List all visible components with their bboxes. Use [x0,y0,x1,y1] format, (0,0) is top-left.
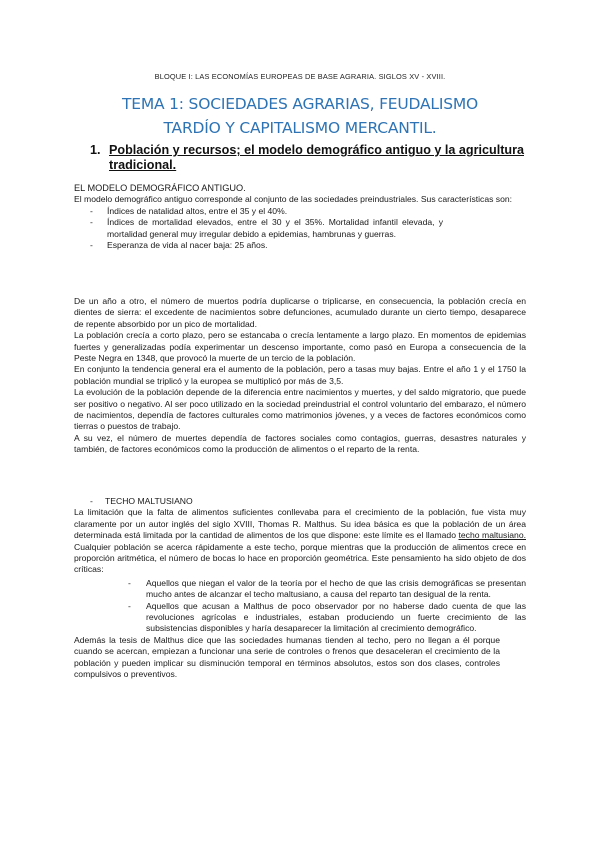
bullet-text: Índices de mortalidad elevados, entre el 30 y el 35%. Mortalidad infantil elevada, y mortalidad general muy irregular debido a epidemias, hambrunas y guerras. [107,217,443,239]
bullet-text: Índices de natalidad altos, entre el 35 y el 40%. [107,205,288,216]
section-title: Población y recursos; el modelo demográfico antiguo y la agricultura tradicional. [109,143,524,172]
modelo-section [74,183,526,251]
bullet-mark: - [90,217,93,228]
paragraph: En conjunto la tendencia general era el aumento de la población, pero a tasas muy bajas. Entre el año 1 y el 1750 la población mundial se triplicó y la europea se multiplicó por más de 3,5. [74,364,526,386]
list-item [74,578,526,601]
paragraph: La evolución de la población depende de la diferencia entre nacimientos y muertes, y del saldo migratorio, que puede ser positivo o negativo. Al ser poco utilizado en la sociedad preindustrial el control voluntario del embarazo, el número de nacimientos, dependía de factores culturales como matrimonios jóvenes, y a veces de factores económicos como tierras o puestos de trabajo. [74,387,526,432]
critica-text: Aquellos que niegan el valor de la teoría por el hecho de que las crisis demográficas se presentan mucho antes de alcanzar el techo maltusiano, a causa del reparto tan desigual de la renta. [146,577,526,600]
tema-title-line-2: TARDÍO Y CAPITALISMO MERCANTIL. [163,119,437,137]
section-number: 1. [90,143,101,157]
techo-heading [74,496,526,507]
list-item [74,601,526,635]
bullet-mark: - [90,496,93,506]
paragraph: De un año a otro, el número de muertos podría duplicarse o triplicarse, en consecuencia, la población crecía en dientes de sierra: el excedente de nacimientos sobre defunciones, acumulado durante un cierto tiempo, desaparece de repente absorbido por un pico de mortalidad. [74,296,526,329]
bullet-mark: - [128,577,131,588]
list-item [74,206,407,217]
critica-text: Aquellos que acusan a Malthus de poco observador por no haberse dado cuenta de que las revoluciones agrícolas e industriales, estaban produciendo un fuerte crecimiento de las subsistencias disponibles y haría desaparecer la limitación al crecimiento demográfico. [146,600,526,634]
section-heading [90,143,560,173]
paragraph: La población crecía a corto plazo, pero se estancaba o crecía lentamente a largo plazo. En momentos de epidemias fuertes y generalizadas podía experimentar un descenso importante, como pasó en Europa a consecuencia de la Peste Negra en 1348, que provocó la muerte de un tercio de la población. [74,330,526,364]
body-section [74,296,526,456]
techo-paragraph-2: Además la tesis de Malthus dice que las sociedades humanas tienden al techo, pero no llegan a él porque cuando se acercan, empiezan a funcionar una serie de controles o frenos que desaceleran el crecimiento de la población y pueden implicar su disminución temporal en términos absolutos, estos son dos clases, controles compulsivos o preventivos. [74,634,500,680]
techo-p1-before: La limitación que la falta de alimentos suficientes conllevaba para el crecimiento de la población, fue vista muy claramente por un autor inglés del siglo XVIII, Thomas R. Malthus. Su idea básica es que la población de un área determinada está limitada por la cantidad de alimentos de los que dispone: este límite es el llamado [74,507,526,541]
techo-section [74,496,526,681]
techo-paragraph-1 [74,507,526,575]
bloque-header: BLOQUE I: LAS ECONOMÍAS EUROPEAS DE BASE AGRARIA. SIGLOS XV - XVIII. [154,72,446,81]
paragraph: A su vez, el número de muertes dependía de factores sociales como contagios, guerras, desastres naturales y también, de factores económicos como la producción de alimentos o el reparto de la renta. [74,432,526,455]
modelo-intro: El modelo demográfico antiguo corresponde al conjunto de las sociedades preindustriales. Sus características son: [74,194,513,205]
techo-heading-text: TECHO MALTUSIANO [105,496,193,506]
list-item [74,217,443,240]
bullet-text: Esperanza de vida al nacer baja: 25 años. [107,240,268,251]
bullet-mark: - [128,600,131,611]
modelo-heading: EL MODELO DEMOGRÁFICO ANTIGUO. [74,183,246,193]
techo-maltusiano-term: techo maltusiano. [458,530,526,541]
bullet-mark: - [90,205,93,216]
list-item [74,240,407,251]
techo-p1-after: Cualquier población se acerca rápidamente a este techo, porque mientras que la producción de alimentos crece en proporción aritmética, el número de bocas lo hace en proporción geométrica. Este pensamiento ha sido objeto de dos críticas: [74,541,526,575]
tema-title-line-1: TEMA 1: SOCIEDADES AGRARIAS, FEUDALISMO [121,95,479,113]
bullet-mark: - [90,240,93,251]
